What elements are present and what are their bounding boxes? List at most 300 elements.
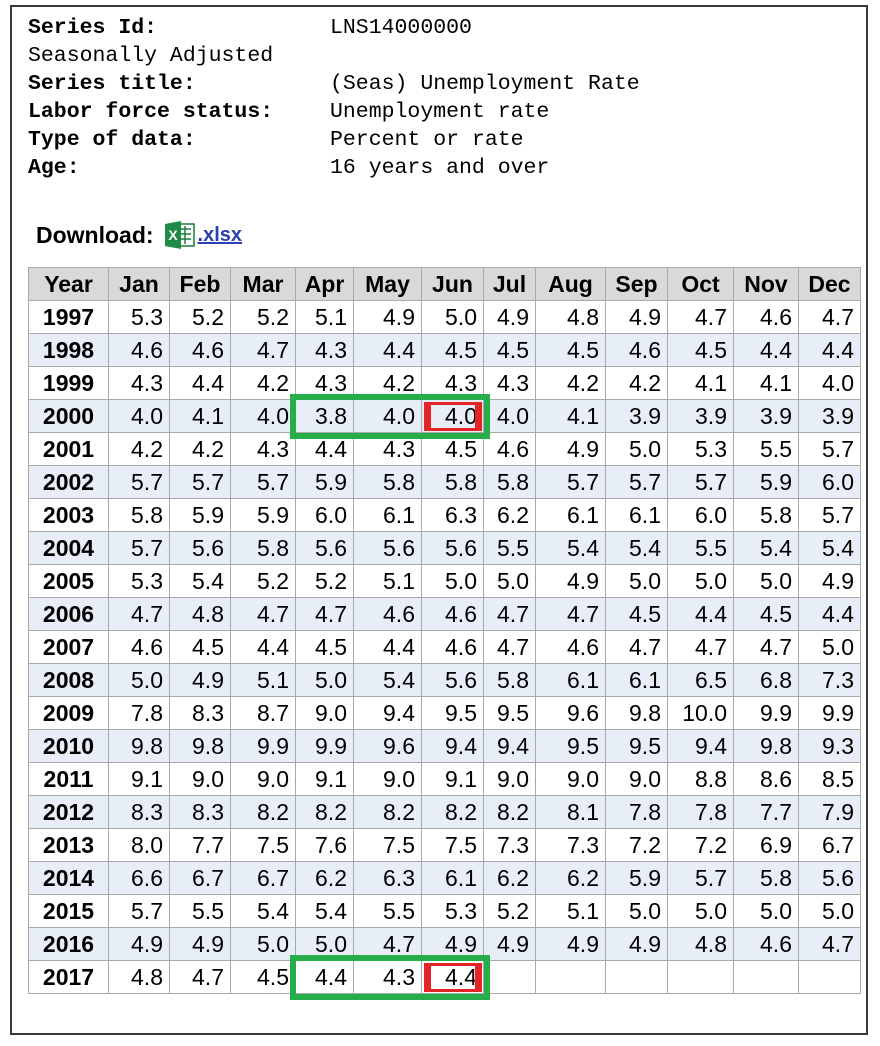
value-cell: 7.8 bbox=[668, 796, 734, 829]
year-cell: 2000 bbox=[29, 400, 109, 433]
highlight-cell-2017-jun bbox=[424, 963, 482, 992]
value-cell: 4.6 bbox=[484, 433, 536, 466]
value-cell: 8.3 bbox=[170, 796, 231, 829]
value-cell: 3.8 bbox=[296, 400, 354, 433]
value-cell: 9.6 bbox=[536, 697, 606, 730]
value-cell: 4.6 bbox=[109, 334, 170, 367]
value-cell: 6.6 bbox=[109, 862, 170, 895]
value-cell: 5.1 bbox=[231, 664, 296, 697]
table-row bbox=[29, 598, 861, 631]
year-cell: 2013 bbox=[29, 829, 109, 862]
value-cell: 5.7 bbox=[606, 466, 668, 499]
meta-row bbox=[28, 42, 828, 70]
value-cell: 4.2 bbox=[606, 367, 668, 400]
value-cell: 9.9 bbox=[296, 730, 354, 763]
value-cell: 9.0 bbox=[354, 763, 422, 796]
value-cell: 7.5 bbox=[422, 829, 484, 862]
value-cell: 9.5 bbox=[606, 730, 668, 763]
value-cell: 4.6 bbox=[170, 334, 231, 367]
value-cell bbox=[734, 961, 799, 994]
value-cell: 5.2 bbox=[296, 565, 354, 598]
meta-key: Series Id: bbox=[28, 16, 158, 40]
table-row bbox=[29, 763, 861, 796]
value-cell: 4.1 bbox=[170, 400, 231, 433]
value-cell: 5.0 bbox=[606, 433, 668, 466]
column-header-feb: Feb bbox=[170, 268, 231, 301]
value-cell: 9.0 bbox=[536, 763, 606, 796]
download-bar bbox=[36, 218, 242, 252]
value-cell: 9.0 bbox=[296, 697, 354, 730]
year-cell: 1997 bbox=[29, 301, 109, 334]
value-cell: 4.8 bbox=[668, 928, 734, 961]
column-header-aug: Aug bbox=[536, 268, 606, 301]
value-cell bbox=[668, 961, 734, 994]
value-cell: 8.3 bbox=[170, 697, 231, 730]
value-cell: 4.7 bbox=[799, 301, 861, 334]
highlight-cell-2000-jun bbox=[424, 402, 482, 431]
table-row bbox=[29, 499, 861, 532]
value-cell: 6.1 bbox=[606, 499, 668, 532]
value-cell: 5.4 bbox=[170, 565, 231, 598]
value-cell: 6.2 bbox=[484, 499, 536, 532]
table-row bbox=[29, 466, 861, 499]
unemployment-table bbox=[28, 267, 861, 994]
value-cell: 5.7 bbox=[536, 466, 606, 499]
meta-row bbox=[28, 126, 828, 154]
column-header-oct: Oct bbox=[668, 268, 734, 301]
value-cell: 9.3 bbox=[799, 730, 861, 763]
value-cell: 4.9 bbox=[799, 565, 861, 598]
value-cell: 4.5 bbox=[536, 334, 606, 367]
value-cell: 5.3 bbox=[109, 301, 170, 334]
column-header-jan: Jan bbox=[109, 268, 170, 301]
value-cell: 5.0 bbox=[109, 664, 170, 697]
value-cell: 6.0 bbox=[668, 499, 734, 532]
value-cell: 7.3 bbox=[484, 829, 536, 862]
value-cell: 5.4 bbox=[734, 532, 799, 565]
year-cell: 1998 bbox=[29, 334, 109, 367]
value-cell: 5.2 bbox=[231, 565, 296, 598]
value-cell: 5.8 bbox=[231, 532, 296, 565]
year-cell: 2003 bbox=[29, 499, 109, 532]
value-cell: 6.2 bbox=[536, 862, 606, 895]
value-cell: 4.6 bbox=[734, 928, 799, 961]
value-cell: 5.0 bbox=[799, 631, 861, 664]
value-cell: 4.3 bbox=[296, 334, 354, 367]
value-cell: 5.0 bbox=[484, 565, 536, 598]
value-cell: 6.5 bbox=[668, 664, 734, 697]
value-cell: 5.0 bbox=[422, 301, 484, 334]
table-row bbox=[29, 631, 861, 664]
value-cell: 8.2 bbox=[354, 796, 422, 829]
value-cell: 9.5 bbox=[536, 730, 606, 763]
meta-key: Type of data: bbox=[28, 128, 196, 152]
value-cell: 5.8 bbox=[422, 466, 484, 499]
value-cell: 5.7 bbox=[799, 499, 861, 532]
value-cell: 4.6 bbox=[734, 301, 799, 334]
year-cell: 2008 bbox=[29, 664, 109, 697]
value-cell: 8.7 bbox=[231, 697, 296, 730]
table-row bbox=[29, 565, 861, 598]
value-cell: 4.4 bbox=[170, 367, 231, 400]
value-cell: 4.9 bbox=[606, 301, 668, 334]
value-cell: 4.0 bbox=[484, 400, 536, 433]
value-cell: 5.5 bbox=[354, 895, 422, 928]
value-cell: 4.3 bbox=[109, 367, 170, 400]
value-cell: 4.5 bbox=[231, 961, 296, 994]
value-cell: 5.2 bbox=[484, 895, 536, 928]
value-cell: 5.4 bbox=[799, 532, 861, 565]
meta-key: Seasonally Adjusted bbox=[28, 44, 274, 68]
value-cell: 4.0 bbox=[109, 400, 170, 433]
excel-icon-letter: X bbox=[167, 227, 178, 243]
value-cell: 4.9 bbox=[484, 928, 536, 961]
value-cell: 5.7 bbox=[799, 433, 861, 466]
value-cell: 5.9 bbox=[170, 499, 231, 532]
value-cell: 4.6 bbox=[354, 598, 422, 631]
year-cell: 2015 bbox=[29, 895, 109, 928]
value-cell: 9.4 bbox=[422, 730, 484, 763]
value-cell: 4.0 bbox=[422, 400, 484, 433]
value-cell: 5.0 bbox=[668, 895, 734, 928]
value-cell: 5.6 bbox=[422, 532, 484, 565]
year-cell: 2014 bbox=[29, 862, 109, 895]
year-cell: 2010 bbox=[29, 730, 109, 763]
value-cell: 6.2 bbox=[296, 862, 354, 895]
value-cell: 6.1 bbox=[536, 499, 606, 532]
table-row bbox=[29, 796, 861, 829]
column-header-may: May bbox=[354, 268, 422, 301]
value-cell: 5.3 bbox=[422, 895, 484, 928]
year-cell: 2016 bbox=[29, 928, 109, 961]
value-cell: 4.2 bbox=[354, 367, 422, 400]
value-cell: 5.0 bbox=[296, 928, 354, 961]
value-cell: 4.9 bbox=[484, 301, 536, 334]
value-cell: 7.2 bbox=[606, 829, 668, 862]
year-cell: 2005 bbox=[29, 565, 109, 598]
value-cell: 4.8 bbox=[170, 598, 231, 631]
value-cell: 5.9 bbox=[231, 499, 296, 532]
meta-value: (Seas) Unemployment Rate bbox=[330, 72, 640, 96]
table-row bbox=[29, 334, 861, 367]
value-cell: 8.0 bbox=[109, 829, 170, 862]
value-cell: 6.3 bbox=[422, 499, 484, 532]
value-cell: 5.7 bbox=[668, 862, 734, 895]
value-cell: 4.7 bbox=[354, 928, 422, 961]
year-cell: 2017 bbox=[29, 961, 109, 994]
value-cell: 7.9 bbox=[799, 796, 861, 829]
value-cell: 8.5 bbox=[799, 763, 861, 796]
value-cell: 4.6 bbox=[109, 631, 170, 664]
value-cell: 7.7 bbox=[170, 829, 231, 862]
value-cell: 7.7 bbox=[734, 796, 799, 829]
value-cell: 4.7 bbox=[668, 301, 734, 334]
value-cell: 9.0 bbox=[606, 763, 668, 796]
table-row bbox=[29, 895, 861, 928]
column-header-year: Year bbox=[29, 268, 109, 301]
year-cell: 2009 bbox=[29, 697, 109, 730]
value-cell: 9.0 bbox=[170, 763, 231, 796]
download-label: Download: bbox=[36, 221, 154, 248]
value-cell: 8.2 bbox=[484, 796, 536, 829]
value-cell: 9.5 bbox=[422, 697, 484, 730]
value-cell: 4.8 bbox=[109, 961, 170, 994]
value-cell: 5.8 bbox=[354, 466, 422, 499]
table-header-row bbox=[29, 268, 861, 301]
value-cell: 6.0 bbox=[296, 499, 354, 532]
value-cell: 4.6 bbox=[422, 631, 484, 664]
value-cell: 9.8 bbox=[170, 730, 231, 763]
value-cell: 5.4 bbox=[231, 895, 296, 928]
value-cell: 5.0 bbox=[734, 565, 799, 598]
value-cell: 9.8 bbox=[734, 730, 799, 763]
column-header-dec: Dec bbox=[799, 268, 861, 301]
value-cell: 5.1 bbox=[354, 565, 422, 598]
meta-row bbox=[28, 154, 828, 182]
value-cell: 4.1 bbox=[734, 367, 799, 400]
value-cell: 4.7 bbox=[734, 631, 799, 664]
value-cell: 5.1 bbox=[536, 895, 606, 928]
value-cell: 4.0 bbox=[231, 400, 296, 433]
table-row bbox=[29, 697, 861, 730]
value-cell: 5.6 bbox=[296, 532, 354, 565]
value-cell: 6.7 bbox=[799, 829, 861, 862]
value-cell: 9.8 bbox=[109, 730, 170, 763]
value-cell: 4.4 bbox=[231, 631, 296, 664]
value-cell: 7.2 bbox=[668, 829, 734, 862]
meta-value: Unemployment rate bbox=[330, 100, 550, 124]
value-cell: 5.6 bbox=[354, 532, 422, 565]
value-cell: 5.2 bbox=[231, 301, 296, 334]
value-cell: 4.9 bbox=[170, 928, 231, 961]
value-cell: 3.9 bbox=[606, 400, 668, 433]
value-cell: 5.7 bbox=[109, 466, 170, 499]
value-cell: 5.7 bbox=[109, 895, 170, 928]
table-row bbox=[29, 862, 861, 895]
value-cell: 4.3 bbox=[354, 433, 422, 466]
value-cell: 5.0 bbox=[296, 664, 354, 697]
value-cell: 4.9 bbox=[109, 928, 170, 961]
value-cell: 4.7 bbox=[484, 631, 536, 664]
value-cell: 5.8 bbox=[109, 499, 170, 532]
value-cell: 10.0 bbox=[668, 697, 734, 730]
value-cell: 4.0 bbox=[354, 400, 422, 433]
value-cell: 9.4 bbox=[668, 730, 734, 763]
meta-value: 16 years and over bbox=[330, 156, 550, 180]
value-cell: 8.1 bbox=[536, 796, 606, 829]
value-cell: 6.8 bbox=[734, 664, 799, 697]
value-cell: 4.9 bbox=[422, 928, 484, 961]
value-cell: 8.3 bbox=[109, 796, 170, 829]
value-cell: 5.7 bbox=[109, 532, 170, 565]
meta-key: Age: bbox=[28, 156, 80, 180]
value-cell: 5.0 bbox=[606, 565, 668, 598]
value-cell: 9.8 bbox=[606, 697, 668, 730]
year-cell: 2002 bbox=[29, 466, 109, 499]
value-cell: 5.0 bbox=[799, 895, 861, 928]
value-cell: 7.5 bbox=[354, 829, 422, 862]
value-cell: 5.5 bbox=[484, 532, 536, 565]
value-cell: 6.1 bbox=[422, 862, 484, 895]
value-cell: 5.5 bbox=[668, 532, 734, 565]
table-row bbox=[29, 301, 861, 334]
value-cell: 4.3 bbox=[422, 367, 484, 400]
value-cell: 5.6 bbox=[422, 664, 484, 697]
year-cell: 2004 bbox=[29, 532, 109, 565]
value-cell: 4.1 bbox=[536, 400, 606, 433]
meta-row bbox=[28, 98, 828, 126]
value-cell: 4.2 bbox=[170, 433, 231, 466]
value-cell: 5.0 bbox=[734, 895, 799, 928]
value-cell: 7.8 bbox=[606, 796, 668, 829]
value-cell: 5.3 bbox=[668, 433, 734, 466]
download-xlsx-link[interactable]: .xlsx bbox=[197, 223, 243, 246]
value-cell: 9.1 bbox=[109, 763, 170, 796]
column-header-jun: Jun bbox=[422, 268, 484, 301]
value-cell: 6.1 bbox=[536, 664, 606, 697]
value-cell: 5.0 bbox=[668, 565, 734, 598]
meta-value: Percent or rate bbox=[330, 128, 524, 152]
value-cell: 4.4 bbox=[799, 598, 861, 631]
value-cell: 4.5 bbox=[422, 433, 484, 466]
value-cell: 5.8 bbox=[484, 466, 536, 499]
value-cell: 4.7 bbox=[296, 598, 354, 631]
value-cell: 4.7 bbox=[536, 598, 606, 631]
year-cell: 2011 bbox=[29, 763, 109, 796]
value-cell: 6.1 bbox=[354, 499, 422, 532]
value-cell: 9.9 bbox=[799, 697, 861, 730]
value-cell: 6.7 bbox=[170, 862, 231, 895]
table-row bbox=[29, 664, 861, 697]
value-cell: 9.4 bbox=[484, 730, 536, 763]
value-cell: 9.4 bbox=[354, 697, 422, 730]
value-cell: 4.8 bbox=[536, 301, 606, 334]
value-cell: 7.8 bbox=[109, 697, 170, 730]
column-header-apr: Apr bbox=[296, 268, 354, 301]
value-cell: 4.6 bbox=[422, 598, 484, 631]
value-cell: 5.4 bbox=[536, 532, 606, 565]
value-cell: 4.7 bbox=[668, 631, 734, 664]
value-cell: 5.5 bbox=[170, 895, 231, 928]
value-cell: 4.9 bbox=[170, 664, 231, 697]
value-cell: 5.8 bbox=[734, 499, 799, 532]
value-cell: 9.0 bbox=[231, 763, 296, 796]
value-cell: 4.3 bbox=[231, 433, 296, 466]
column-header-jul: Jul bbox=[484, 268, 536, 301]
value-cell: 4.5 bbox=[422, 334, 484, 367]
value-cell: 4.6 bbox=[536, 631, 606, 664]
value-cell: 4.9 bbox=[606, 928, 668, 961]
value-cell: 4.9 bbox=[536, 928, 606, 961]
value-cell: 3.9 bbox=[668, 400, 734, 433]
value-cell: 8.6 bbox=[734, 763, 799, 796]
column-header-sep: Sep bbox=[606, 268, 668, 301]
value-cell: 5.4 bbox=[606, 532, 668, 565]
year-cell: 2006 bbox=[29, 598, 109, 631]
year-cell: 2012 bbox=[29, 796, 109, 829]
value-cell: 5.6 bbox=[799, 862, 861, 895]
value-cell: 6.7 bbox=[231, 862, 296, 895]
meta-row bbox=[28, 14, 828, 42]
value-cell: 4.7 bbox=[606, 631, 668, 664]
meta-key: Labor force status: bbox=[28, 100, 274, 124]
value-cell: 4.2 bbox=[109, 433, 170, 466]
value-cell: 5.6 bbox=[170, 532, 231, 565]
value-cell: 4.2 bbox=[231, 367, 296, 400]
value-cell: 4.0 bbox=[799, 367, 861, 400]
value-cell: 5.5 bbox=[734, 433, 799, 466]
year-cell: 1999 bbox=[29, 367, 109, 400]
value-cell: 4.4 bbox=[734, 334, 799, 367]
table-row bbox=[29, 730, 861, 763]
value-cell: 4.9 bbox=[354, 301, 422, 334]
series-metadata bbox=[28, 14, 828, 182]
table-row bbox=[29, 532, 861, 565]
value-cell: 4.5 bbox=[296, 631, 354, 664]
value-cell: 5.2 bbox=[170, 301, 231, 334]
value-cell: 4.9 bbox=[536, 565, 606, 598]
meta-value: LNS14000000 bbox=[330, 16, 472, 40]
value-cell: 5.9 bbox=[296, 466, 354, 499]
value-cell: 7.6 bbox=[296, 829, 354, 862]
value-cell: 4.5 bbox=[606, 598, 668, 631]
value-cell: 4.3 bbox=[484, 367, 536, 400]
value-cell: 5.8 bbox=[734, 862, 799, 895]
value-cell: 4.3 bbox=[354, 961, 422, 994]
value-cell bbox=[536, 961, 606, 994]
value-cell: 4.6 bbox=[606, 334, 668, 367]
value-cell: 4.4 bbox=[296, 961, 354, 994]
value-cell bbox=[484, 961, 536, 994]
value-cell: 4.7 bbox=[799, 928, 861, 961]
value-cell: 4.5 bbox=[170, 631, 231, 664]
value-cell: 4.4 bbox=[354, 631, 422, 664]
value-cell: 4.7 bbox=[484, 598, 536, 631]
meta-row bbox=[28, 70, 828, 98]
value-cell: 9.1 bbox=[422, 763, 484, 796]
value-cell: 5.0 bbox=[422, 565, 484, 598]
value-cell: 8.8 bbox=[668, 763, 734, 796]
value-cell: 4.4 bbox=[296, 433, 354, 466]
value-cell: 4.4 bbox=[799, 334, 861, 367]
column-header-mar: Mar bbox=[231, 268, 296, 301]
column-header-nov: Nov bbox=[734, 268, 799, 301]
year-cell: 2007 bbox=[29, 631, 109, 664]
value-cell: 6.3 bbox=[354, 862, 422, 895]
value-cell: 8.2 bbox=[231, 796, 296, 829]
value-cell: 9.9 bbox=[231, 730, 296, 763]
year-cell: 2001 bbox=[29, 433, 109, 466]
value-cell: 4.7 bbox=[109, 598, 170, 631]
value-cell: 4.9 bbox=[536, 433, 606, 466]
value-cell: 4.4 bbox=[422, 961, 484, 994]
value-cell: 3.9 bbox=[799, 400, 861, 433]
value-cell: 9.1 bbox=[296, 763, 354, 796]
value-cell: 3.9 bbox=[734, 400, 799, 433]
value-cell bbox=[799, 961, 861, 994]
meta-key: Series title: bbox=[28, 72, 196, 96]
value-cell: 4.7 bbox=[231, 598, 296, 631]
excel-icon[interactable] bbox=[164, 221, 196, 249]
value-cell: 5.8 bbox=[484, 664, 536, 697]
value-cell: 9.5 bbox=[484, 697, 536, 730]
value-cell: 4.1 bbox=[668, 367, 734, 400]
value-cell: 7.3 bbox=[799, 664, 861, 697]
value-cell: 5.3 bbox=[109, 565, 170, 598]
value-cell: 5.7 bbox=[170, 466, 231, 499]
value-cell: 7.3 bbox=[536, 829, 606, 862]
value-cell: 9.6 bbox=[354, 730, 422, 763]
